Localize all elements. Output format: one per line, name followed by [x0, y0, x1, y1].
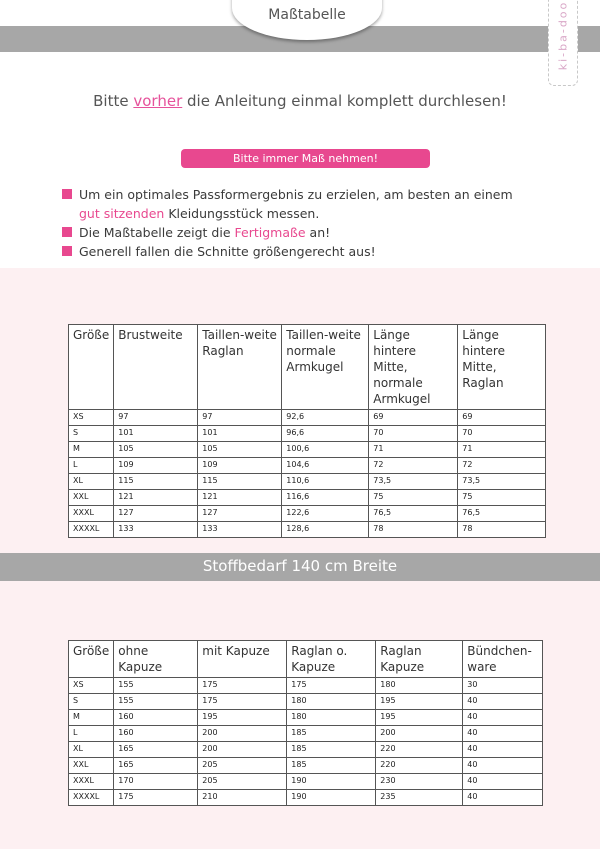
table-cell: S [69, 694, 114, 710]
bullet-square-icon [62, 246, 72, 256]
table-cell: XL [69, 474, 114, 490]
table-row [69, 710, 543, 726]
table-row [69, 694, 543, 710]
table-cell: XXXL [69, 506, 114, 522]
table-cell: 190 [287, 790, 376, 806]
table-cell: 105 [198, 442, 282, 458]
table-cell: 180 [376, 678, 463, 694]
table-header: Taillen-weite Raglan [198, 325, 282, 410]
bullet-text: Die Maßtabelle zeigt die [79, 225, 231, 240]
table-header: Länge hintere Mitte, Raglan [458, 325, 546, 410]
table-cell: XS [69, 678, 114, 694]
bullet-item [62, 223, 542, 242]
table-cell: 72 [369, 458, 458, 474]
table-cell: 72 [458, 458, 546, 474]
table-cell: XXXL [69, 774, 114, 790]
table-cell: 190 [287, 774, 376, 790]
table-header-row [69, 641, 543, 678]
table-cell: 185 [287, 742, 376, 758]
table-cell: XXL [69, 490, 114, 506]
table-cell: 185 [287, 758, 376, 774]
bullet-highlight: gut sitzenden [79, 206, 165, 221]
size-table [68, 324, 546, 538]
table-cell: 104,6 [282, 458, 369, 474]
table-row [69, 426, 546, 442]
table-cell: 40 [463, 758, 543, 774]
table-cell: 73,5 [458, 474, 546, 490]
table-cell: 97 [114, 410, 198, 426]
table-cell: 101 [114, 426, 198, 442]
table-cell: 205 [198, 758, 287, 774]
table-header: Raglan Kapuze [376, 641, 463, 678]
bullet-square-icon [62, 227, 72, 237]
bullet-text: Um ein optimales Passformergebnis zu erzielen, am besten an einem [79, 187, 513, 202]
bullet-list [62, 185, 542, 261]
table-cell: 175 [287, 678, 376, 694]
table-cell: 40 [463, 726, 543, 742]
table-header: Taillen-weite normale Armkugel [282, 325, 369, 410]
bullet-item [62, 185, 542, 223]
table-cell: 71 [458, 442, 546, 458]
table-cell: 195 [198, 710, 287, 726]
table-row [69, 742, 543, 758]
table-cell: 170 [114, 774, 198, 790]
bullet-text: Generell fallen die Schnitte größengerecht aus! [79, 244, 376, 259]
table-cell: 122,6 [282, 506, 369, 522]
table-cell: 127 [114, 506, 198, 522]
table-row [69, 774, 543, 790]
table-cell: 220 [376, 742, 463, 758]
table-cell: 175 [198, 694, 287, 710]
table-header: Größe [69, 325, 114, 410]
table-header: Größe [69, 641, 114, 678]
table-cell: XS [69, 410, 114, 426]
table-cell: 40 [463, 694, 543, 710]
fabric-table [68, 640, 543, 806]
table-cell: 133 [198, 522, 282, 538]
table-row [69, 506, 546, 522]
table-cell: 30 [463, 678, 543, 694]
table-cell: XL [69, 742, 114, 758]
instruction-line [0, 92, 600, 110]
bullet-text: an! [309, 225, 331, 240]
table-header: Bündchen-ware [463, 641, 543, 678]
table-cell: 230 [376, 774, 463, 790]
table-cell: 155 [114, 678, 198, 694]
table-cell: 110,6 [282, 474, 369, 490]
table-header: Länge hintere Mitte, normale Armkugel [369, 325, 458, 410]
bullet-text: Kleidungsstück messen. [168, 206, 320, 221]
measure-banner: Bitte immer Maß nehmen! [181, 149, 430, 168]
table-row [69, 410, 546, 426]
table-cell: 160 [114, 726, 198, 742]
table-cell: 121 [114, 490, 198, 506]
table-cell: 40 [463, 790, 543, 806]
table-cell: 70 [458, 426, 546, 442]
table-cell: 200 [198, 742, 287, 758]
table-row [69, 490, 546, 506]
table-cell: 105 [114, 442, 198, 458]
table-header: mit Kapuze [198, 641, 287, 678]
table-cell: 200 [376, 726, 463, 742]
table-row [69, 790, 543, 806]
table-cell: XXL [69, 758, 114, 774]
table-cell: 127 [198, 506, 282, 522]
bullet-square-icon [62, 189, 72, 199]
table-row [69, 474, 546, 490]
table-cell: M [69, 710, 114, 726]
instruction-highlight: vorher [133, 92, 183, 110]
table-cell: 78 [458, 522, 546, 538]
fabric-section-title: Stoffbedarf 140 cm Breite [202, 557, 398, 575]
table-header: Brustweite [114, 325, 198, 410]
table-cell: XXXXL [69, 790, 114, 806]
table-cell: 115 [114, 474, 198, 490]
table-cell: 180 [287, 694, 376, 710]
brand-logo [548, 0, 578, 86]
table-cell: 210 [198, 790, 287, 806]
table-cell: 116,6 [282, 490, 369, 506]
table-row [69, 458, 546, 474]
table-cell: 195 [376, 710, 463, 726]
bullet-highlight: Fertigmaße [234, 225, 306, 240]
table-cell: 180 [287, 710, 376, 726]
table-cell: 165 [114, 742, 198, 758]
table-row [69, 522, 546, 538]
table-cell: 109 [198, 458, 282, 474]
table-cell: 96,6 [282, 426, 369, 442]
table-cell: 155 [114, 694, 198, 710]
table-cell: 100,6 [282, 442, 369, 458]
table-row [69, 726, 543, 742]
table-cell: 69 [369, 410, 458, 426]
table-cell: 160 [114, 710, 198, 726]
bullet-item [62, 242, 542, 261]
instruction-prefix: Bitte [93, 92, 129, 110]
table-cell: 75 [458, 490, 546, 506]
table-cell: M [69, 442, 114, 458]
table-header: Raglan o. Kapuze [287, 641, 376, 678]
table-cell: 76,5 [369, 506, 458, 522]
table-cell: 92,6 [282, 410, 369, 426]
table-cell: 175 [198, 678, 287, 694]
table-cell: 235 [376, 790, 463, 806]
table-cell: 133 [114, 522, 198, 538]
table-cell: 115 [198, 474, 282, 490]
table-cell: 220 [376, 758, 463, 774]
table-cell: 121 [198, 490, 282, 506]
table-row [69, 442, 546, 458]
table-cell: 40 [463, 710, 543, 726]
table-cell: XXXXL [69, 522, 114, 538]
table-cell: 40 [463, 742, 543, 758]
table-cell: 195 [376, 694, 463, 710]
table-cell: 205 [198, 774, 287, 790]
table-cell: 175 [114, 790, 198, 806]
table-cell: L [69, 726, 114, 742]
table-cell: 70 [369, 426, 458, 442]
table-header-row [69, 325, 546, 410]
table-cell: 75 [369, 490, 458, 506]
brand-logo-text: ki-ba-doo [556, 0, 570, 71]
table-cell: 73,5 [369, 474, 458, 490]
table-row [69, 678, 543, 694]
table-row [69, 758, 543, 774]
table-header: ohne Kapuze [114, 641, 198, 678]
table-cell: L [69, 458, 114, 474]
table-cell: 76,5 [458, 506, 546, 522]
table-cell: 78 [369, 522, 458, 538]
page-title: Maßtabelle [268, 7, 346, 23]
table-cell: 200 [198, 726, 287, 742]
table-cell: 165 [114, 758, 198, 774]
table-cell: 128,6 [282, 522, 369, 538]
table-cell: 97 [198, 410, 282, 426]
instruction-suffix: die Anleitung einmal komplett durchlesen! [187, 92, 507, 110]
table-cell: 40 [463, 774, 543, 790]
table-cell: S [69, 426, 114, 442]
table-cell: 71 [369, 442, 458, 458]
table-cell: 101 [198, 426, 282, 442]
table-cell: 69 [458, 410, 546, 426]
table-cell: 109 [114, 458, 198, 474]
table-cell: 185 [287, 726, 376, 742]
